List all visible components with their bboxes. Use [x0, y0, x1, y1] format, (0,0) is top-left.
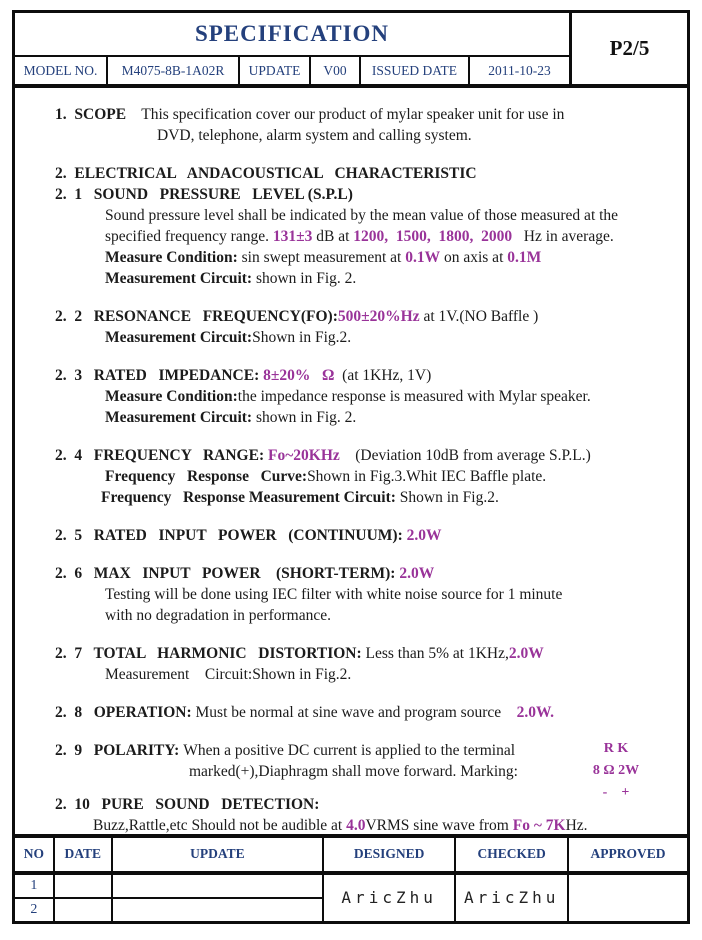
text-run: shown in Fig. 2. [252, 409, 357, 426]
text-run: 1. SCOPE [55, 106, 127, 123]
update-value: V00 [309, 57, 359, 84]
text-run: shown in Fig. 2. [252, 270, 357, 287]
text-run: 0.1W [405, 249, 441, 266]
text-run: Measure Condition: [105, 388, 238, 405]
spec-line [29, 365, 679, 386]
text-run: (Deviation 10dB from average S.P.L.) [339, 447, 591, 464]
spec-line [29, 104, 679, 125]
spec-line [29, 327, 679, 348]
text-run: Must be normal at sine wave and program source [195, 704, 517, 721]
revision-update-cell [112, 873, 323, 898]
text-run: 2. 10 PURE SOUND DETECTION: [55, 796, 320, 813]
text-run: Shown in Fig.2. [395, 489, 499, 506]
text-run: 2. ELECTRICAL ANDACOUSTICAL CHARACTERISTIC [55, 165, 477, 182]
marking-line: 8 Ω 2W [592, 763, 640, 778]
spec-line [29, 563, 679, 584]
col-header-no: NO [14, 837, 54, 873]
spec-line [29, 226, 679, 247]
spec-line [29, 466, 679, 487]
revision-table [12, 835, 690, 924]
col-header-date: DATE [54, 837, 112, 873]
text-run: with no degradation in performance. [105, 607, 331, 624]
text-run: 0.1M [507, 249, 542, 266]
spec-line [29, 702, 679, 723]
text-run: at 1V.(NO Baffle ) [419, 308, 539, 325]
spec-line [29, 605, 679, 626]
spec-line [29, 184, 679, 205]
spec-line [29, 815, 679, 836]
revision-date-cell [54, 873, 112, 898]
text-run: This specification cover our product of mylar speaker unit for use in [126, 106, 565, 123]
spec-line [29, 306, 679, 327]
spec-line [29, 643, 679, 664]
spec-body [12, 85, 690, 837]
spec-line [29, 386, 679, 407]
text-run: Frequency Response Measurement Circuit: [101, 489, 396, 506]
col-header-approved: APPROVED [568, 837, 689, 873]
spec-line [29, 584, 679, 605]
text-run: 2. 9 POLARITY: [55, 742, 184, 759]
text-run: Hz. [565, 817, 588, 834]
revision-no-cell: 1 [14, 873, 54, 898]
spec-line [29, 268, 679, 289]
spec-line [29, 125, 679, 146]
text-run: DVD, telephone, alarm system and calling system. [157, 127, 472, 144]
spec-line [29, 487, 679, 508]
text-run: 2. 1 SOUND PRESSURE LEVEL (S.P.L) [55, 186, 353, 203]
text-run: 2. 6 MAX INPUT POWER (SHORT-TERM): [55, 565, 400, 582]
text-run: Shown in Fig.2. [252, 329, 352, 346]
text-run: 8±20% Ω [263, 367, 335, 384]
text-run: 2. 4 FREQUENCY RANGE: [55, 447, 268, 464]
spec-line [29, 664, 679, 685]
text-run: 2.0W [399, 565, 435, 582]
text-run: dB at [312, 228, 354, 245]
spec-line [29, 407, 679, 428]
text-run: 131±3 [272, 228, 313, 245]
revision-date-cell [54, 898, 112, 923]
approved-cell [568, 873, 689, 923]
text-run: 1200, 1500, 1800, 2000 [353, 228, 513, 245]
model-info-row [15, 55, 569, 84]
text-run: Measurement Circuit:Shown in Fig.2. [105, 666, 352, 683]
text-run: 2.0W [508, 645, 544, 662]
text-run: 2. 7 TOTAL HARMONIC DISTORTION: [55, 645, 366, 662]
text-run: Measurement Circuit: [105, 409, 253, 426]
revision-update-cell [112, 898, 323, 923]
spec-line [29, 205, 679, 226]
text-run: 2. 8 OPERATION: [55, 704, 196, 721]
text-run: on axis at [440, 249, 508, 266]
text-run: 2. 2 RESONANCE FREQUENCY(FO): [55, 308, 338, 325]
text-run: Testing will be done using IEC filter with white noise source for 1 minute [105, 586, 563, 603]
text-run: Hz in average. [512, 228, 614, 245]
polarity-marking [581, 738, 651, 804]
text-run: VRMS sine wave from [365, 817, 513, 834]
col-header-designed: DESIGNED [323, 837, 456, 873]
text-run: the impedance response is measured with Mylar speaker. [237, 388, 591, 405]
spec-line [29, 247, 679, 268]
issued-date-label: ISSUED DATE [359, 57, 468, 84]
text-run: 2.0W [406, 527, 442, 544]
text-run: Fo~20KHz [267, 447, 340, 464]
text-run: 2. 3 RATED IMPEDANCE: [55, 367, 264, 384]
text-run: specified frequency range. [105, 228, 273, 245]
page-number: P2/5 [569, 13, 687, 84]
text-run: Measurement Circuit: [105, 329, 253, 346]
text-run: Shown in Fig.3.Whit IEC Baffle plate. [307, 468, 547, 485]
page-title: SPECIFICATION [194, 21, 390, 46]
text-run: 2. 5 RATED INPUT POWER (CONTINUUM): [55, 527, 407, 544]
text-run: Frequency Response Curve: [105, 468, 308, 485]
header-table [12, 10, 690, 87]
issued-date-value: 2011-10-23 [468, 57, 569, 84]
text-run: 2.0W. [516, 704, 554, 721]
text-run: When a positive DC current is applied to the terminal [183, 742, 516, 759]
designed-signature: AricZhu [323, 873, 456, 923]
text-run: 4.0 [346, 817, 366, 834]
col-header-checked: CHECKED [455, 837, 568, 873]
update-label: UPDATE [238, 57, 309, 84]
text-run: Measurement Circuit: [105, 270, 253, 287]
revision-header-row [14, 837, 689, 873]
text-run: 500±20%Hz [337, 308, 420, 325]
text-run: sin swept measurement at [237, 249, 406, 266]
header-left [15, 13, 569, 84]
text-run: Measure Condition: [105, 249, 238, 266]
checked-signature: AricZhu [455, 873, 568, 923]
model-no-label: MODEL NO. [23, 62, 98, 78]
text-run: Buzz,Rattle,etc Should not be audible at [93, 817, 347, 834]
spec-line [29, 525, 679, 546]
text-run: Fo ~ 7K [512, 817, 566, 834]
page-frame [12, 10, 690, 924]
model-no-value: M4075-8B-1A02R [106, 57, 238, 84]
revision-row-1 [14, 873, 689, 898]
marking-line: R K [603, 741, 629, 756]
spec-line [29, 163, 679, 184]
marking-line: - + [602, 785, 630, 800]
text-run: marked(+),Diaphragm shall move forward. Marking: [189, 763, 518, 780]
col-header-update: UPDATE [112, 837, 323, 873]
text-run: Less than 5% at 1KHz, [365, 645, 509, 662]
text-run: (at 1KHz, 1V) [334, 367, 432, 384]
text-run: Sound pressure level shall be indicated by the mean value of those measured at the [105, 207, 619, 224]
revision-no-cell: 2 [14, 898, 54, 923]
spec-line [29, 445, 679, 466]
